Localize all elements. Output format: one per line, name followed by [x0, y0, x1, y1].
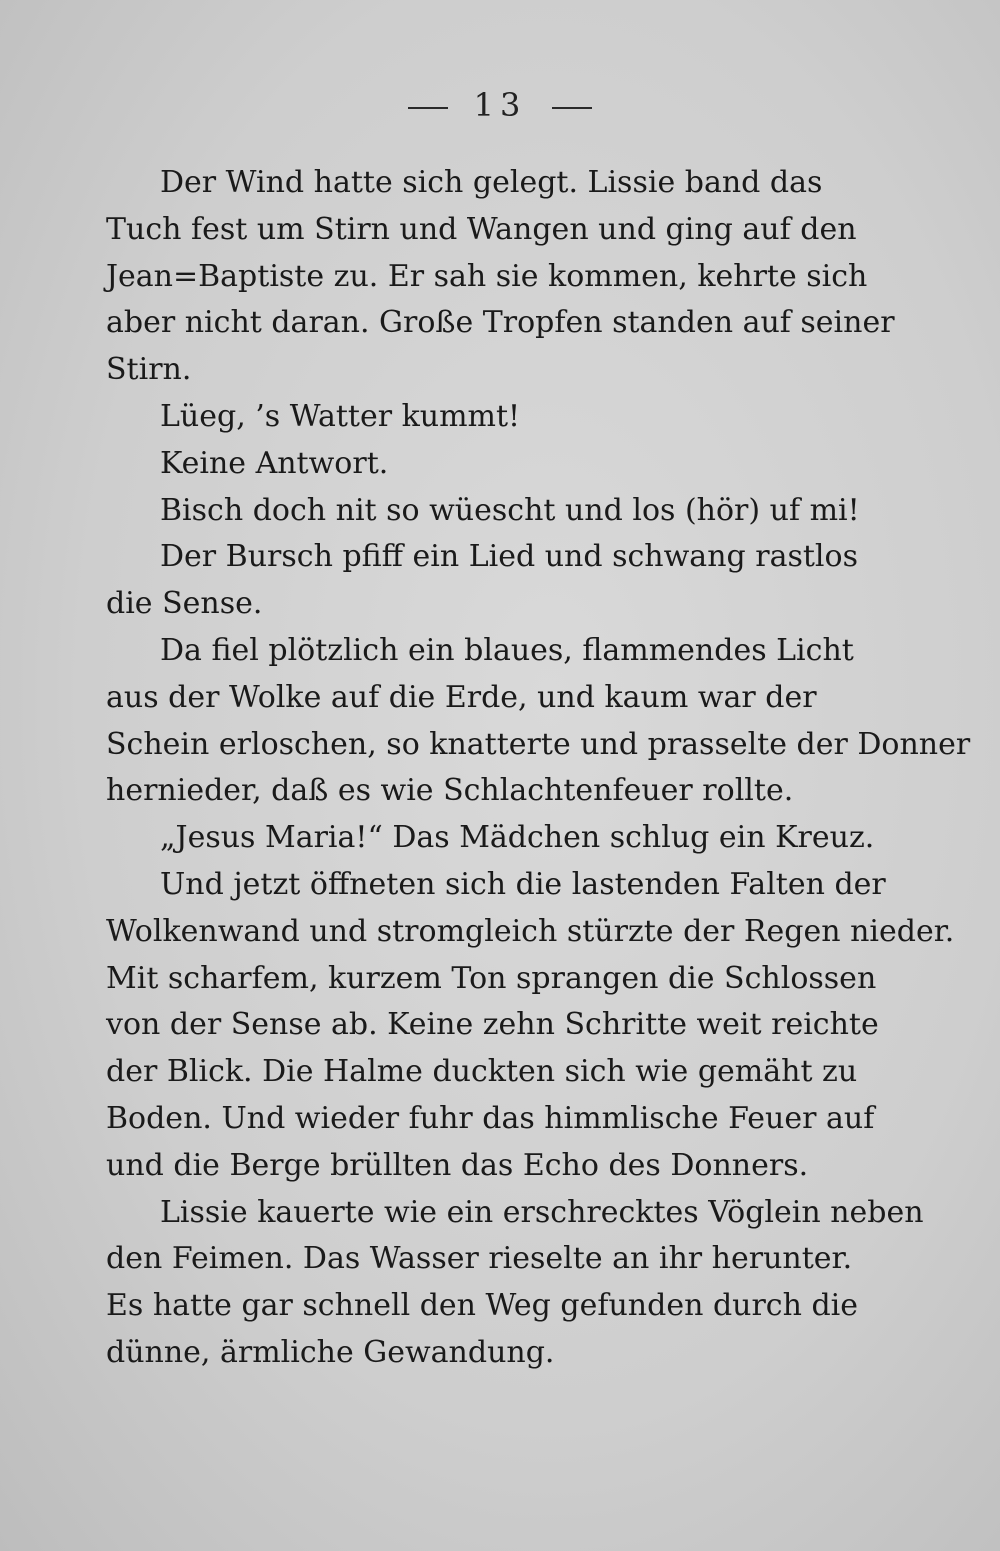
text-line: die Sense. [106, 586, 263, 622]
text-line: Mit scharfem, kurzem Ton sprangen die Schlossen [106, 960, 877, 996]
text-line: aus der Wolke auf die Erde, und kaum war der [106, 679, 817, 715]
text-line: dünne, ärmliche Gewandung. [106, 1334, 555, 1370]
text-line: Der Wind hatte sich gelegt. Lissie band das [160, 165, 823, 200]
text-line: Jean=Baptiste zu. Er sah sie kommen, kehrte sich [106, 258, 868, 294]
text-line: Da fiel plötzlich ein blaues, flammendes Licht [160, 632, 854, 668]
right-dash [552, 107, 592, 109]
text-line: der Blick. Die Halme duckten sich wie gemäht zu [106, 1054, 858, 1090]
text-line: Und jetzt öffneten sich die lastenden Falten der [160, 866, 886, 902]
text-line: von der Sense ab. Keine zehn Schritte weit reichte [106, 1007, 879, 1043]
text-line: Lissie kauerte wie ein erschrecktes Vöglein neben [160, 1194, 924, 1230]
page-header [0, 86, 1000, 124]
text-line: „Jesus Maria!“ Das Mädchen schlug ein Kreuz. [160, 820, 875, 856]
text-line: Boden. Und wieder fuhr das himmlische Feuer auf [106, 1100, 875, 1136]
text-line: Wolkenwand und stromgleich stürzte der Regen nieder. [106, 913, 955, 949]
text-line: Schein erloschen, so knatterte und prasselte der Donner [106, 726, 971, 762]
text-line: hernieder, daß es wie Schlachtenfeuer rollte. [106, 773, 794, 809]
text-line: aber nicht daran. Große Tropfen standen auf seiner [106, 305, 895, 341]
text-line: Lüeg, ’s Watter kummt! [160, 398, 521, 434]
text-line: Tuch fest um Stirn und Wangen und ging auf den [106, 211, 857, 247]
body-text [106, 160, 971, 1377]
text-line: Bisch doch nit so wüescht und los (hör) uf mi! [160, 492, 860, 528]
left-dash [408, 107, 448, 109]
page-number: 13 [473, 86, 527, 124]
text-line: und die Berge brüllten das Echo des Donners. [106, 1147, 809, 1183]
text-line: Stirn. [106, 352, 192, 388]
text-line: Es hatte gar schnell den Weg gefunden durch die [106, 1288, 859, 1324]
text-line: Der Bursch pfiff ein Lied und schwang rastlos [160, 539, 858, 575]
text-line: Keine Antwort. [160, 445, 389, 481]
text-line: den Feimen. Das Wasser rieselte an ihr herunter. [106, 1241, 853, 1277]
